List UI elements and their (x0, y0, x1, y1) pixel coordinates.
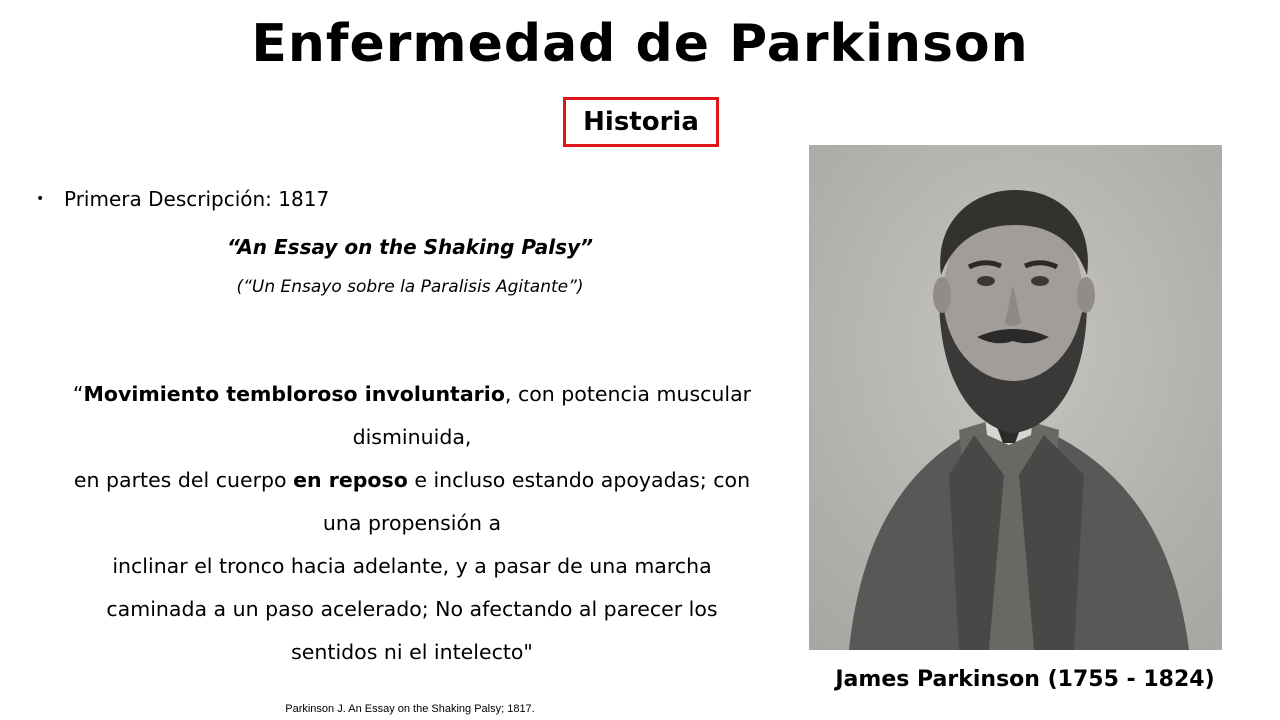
quote-text-2b: e incluso estando apoyadas; con una propensión a (322, 468, 751, 535)
quote-bold-at-rest: en reposo (293, 468, 408, 492)
essay-translation: (“Un Ensayo sobre la Paralisis Agitante”) (236, 277, 584, 297)
bullet-dot-icon: • (36, 191, 45, 207)
portrait-caption: James Parkinson (1755 - 1824) (835, 667, 1215, 692)
quote-text-1: , con potencia muscular disminuida, (352, 382, 752, 449)
bullet-text: Primera Descripción: 1817 (64, 187, 330, 211)
bullet-item (36, 187, 329, 211)
essay-title: “An Essay on the Shaking Palsy” (227, 235, 593, 259)
quote-text-2a: en partes del cuerpo (73, 468, 294, 492)
portrait-photo (809, 145, 1222, 650)
definition-quote (62, 373, 762, 674)
slide-title: Enfermedad de Parkinson (251, 14, 1029, 74)
quote-text-3: inclinar el tronco hacia adelante, y a pasar de una marcha caminada a un paso acelerado; No afectando al parecer los sentidos ni el intelecto" (106, 554, 718, 664)
portrait-illustration (809, 145, 1222, 650)
quote-bold-involuntary-movement: Movimiento tembloroso involuntario (83, 382, 505, 406)
quote-open-mark: “ (72, 382, 84, 406)
citation: Parkinson J. An Essay on the Shaking Palsy; 1817. (285, 703, 535, 715)
section-label: Historia (583, 107, 699, 137)
section-label-box (563, 97, 719, 147)
